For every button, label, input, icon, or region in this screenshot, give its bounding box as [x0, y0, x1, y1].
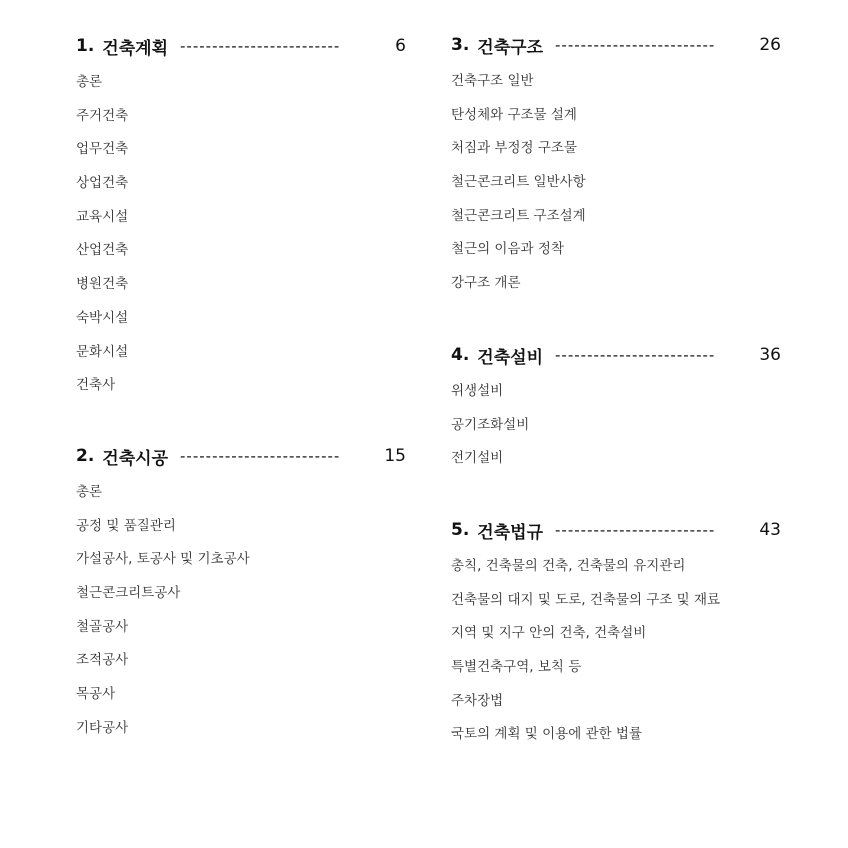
list-item: 건축사 — [76, 377, 116, 394]
section-header — [451, 33, 781, 57]
list-item: 산업건축 — [76, 242, 129, 259]
dot-leader: ------------------------- — [555, 36, 716, 54]
dot-leader: ------------------------- — [555, 346, 716, 364]
section-title: 건축계획 — [102, 38, 168, 59]
section-title: 건축시공 — [102, 448, 168, 469]
section-item-list — [451, 73, 781, 309]
list-item: 처짐과 부정정 구조물 — [451, 140, 577, 157]
list-item: 총론 — [76, 484, 103, 500]
dot-leader: ------------------------- — [555, 521, 716, 539]
section-number: 4. — [451, 345, 470, 365]
list-item: 특별건축구역, 보칙 등 — [451, 659, 582, 676]
list-item: 가설공사, 토공사 및 기초공사 — [76, 551, 250, 568]
list-item: 철근콘크리트공사 — [76, 585, 181, 602]
list-item: 문화시설 — [76, 343, 129, 360]
section-number: 2. — [76, 446, 95, 466]
section-item-list — [451, 558, 781, 760]
dot-leader: ------------------------- — [180, 447, 341, 465]
section-structure — [451, 33, 781, 309]
list-item: 탄성체와 구조물 설계 — [451, 106, 577, 123]
list-item: 주차장법 — [451, 692, 504, 709]
list-item: 건축물의 대지 및 도로, 건축물의 구조 및 재료 — [451, 591, 721, 608]
list-item: 철근콘크리트 일반사항 — [451, 174, 586, 191]
section-number: 5. — [451, 520, 470, 540]
list-item: 철근콘크리트 구조설계 — [451, 207, 586, 224]
section-header — [76, 34, 406, 58]
section-building-law — [451, 518, 781, 760]
list-item: 위생설비 — [451, 383, 504, 399]
section-item-list — [451, 383, 781, 484]
list-item: 업무건축 — [76, 141, 129, 158]
list-item: 숙박시설 — [76, 309, 129, 326]
list-item: 기타공사 — [76, 719, 129, 736]
list-item: 강구조 개론 — [451, 275, 521, 292]
section-page-number: 15 — [384, 446, 406, 466]
list-item: 공기조화설비 — [451, 416, 530, 433]
section-number: 1. — [76, 36, 95, 56]
section-item-list — [76, 74, 406, 411]
section-number: 3. — [451, 35, 470, 55]
list-item: 총론 — [76, 74, 103, 90]
list-item: 병원건축 — [76, 276, 129, 293]
list-item: 총칙, 건축물의 건축, 건축물의 유지관리 — [451, 558, 686, 574]
list-item: 지역 및 지구 안의 건축, 건축설비 — [451, 625, 647, 642]
section-item-list — [76, 484, 406, 754]
section-title: 건축법규 — [477, 522, 543, 543]
section-header — [76, 444, 406, 468]
list-item: 주거건축 — [76, 107, 129, 124]
section-page-number: 6 — [395, 36, 406, 56]
section-page-number: 26 — [759, 35, 781, 55]
list-item: 상업건축 — [76, 175, 129, 192]
section-header — [451, 518, 781, 542]
list-item: 전기설비 — [451, 450, 504, 467]
list-item: 국토의 계획 및 이용에 관한 법률 — [451, 726, 642, 743]
list-item: 목공사 — [76, 686, 116, 703]
section-title: 건축설비 — [477, 347, 543, 368]
section-page-number: 36 — [759, 345, 781, 365]
section-header — [451, 343, 781, 367]
dot-leader: ------------------------- — [180, 37, 341, 55]
section-construction — [76, 444, 406, 754]
list-item: 교육시설 — [76, 208, 129, 225]
list-item: 건축구조 일반 — [451, 73, 534, 89]
list-item: 공정 및 품질관리 — [76, 517, 176, 534]
list-item: 조적공사 — [76, 652, 129, 669]
list-item: 철골공사 — [76, 618, 129, 635]
section-building-services — [451, 343, 781, 484]
section-title: 건축구조 — [477, 37, 543, 58]
list-item: 철근의 이음과 정착 — [451, 241, 564, 258]
section-architectural-planning — [76, 34, 406, 411]
section-page-number: 43 — [759, 520, 781, 540]
